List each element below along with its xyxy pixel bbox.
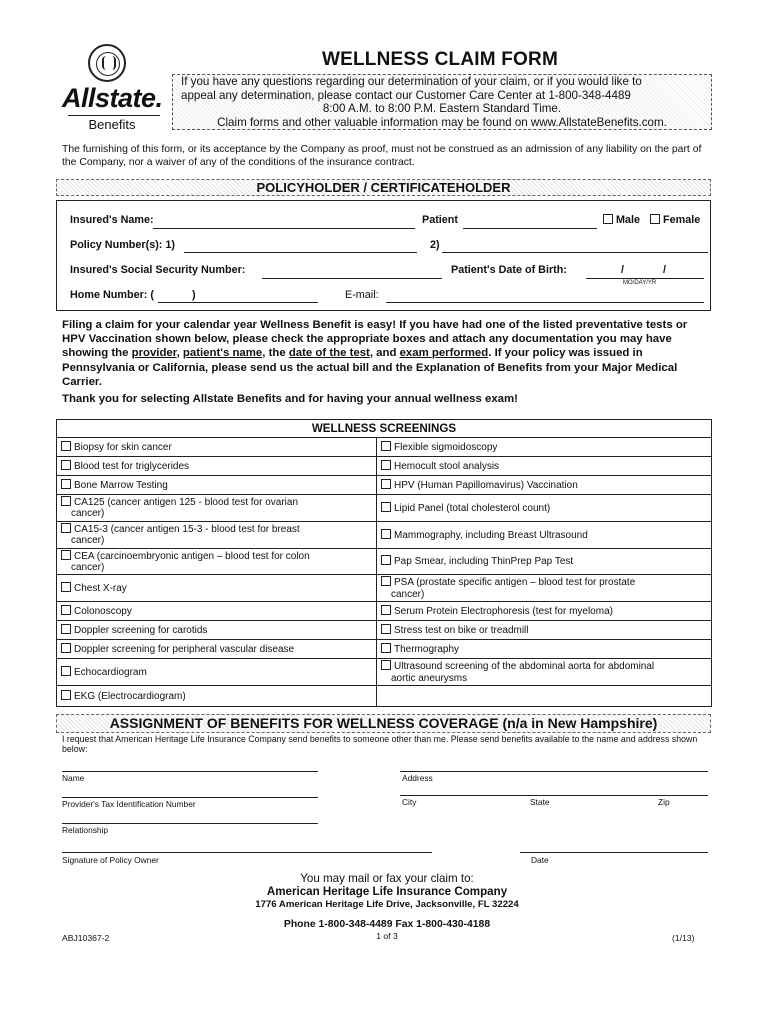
assignee-address-field[interactable] xyxy=(400,771,708,772)
screening-option[interactable] xyxy=(377,575,712,602)
screening-label: Doppler screening for peripheral vascular disease xyxy=(74,644,295,656)
assignment-text: I request that American Heritage Life Insurance Company send benefits to someone other than me. Please send benefits available to the name and address shown below: xyxy=(62,734,698,755)
instructions-date: date of the test xyxy=(288,347,370,360)
patient-name-field[interactable] xyxy=(463,228,597,229)
screening-label: Pap Smear, including ThinPrep Pap Test xyxy=(394,556,574,568)
zip-label: Zip xyxy=(658,797,670,807)
form-code: ABJ10367-2 xyxy=(62,933,110,943)
disclaimer-text: The furnishing of this form, or its acceptance by the Company as proof, must not be construed as an admission of any liability on the part of the Company, nor a waiver of any of the conditions of the insurance contract. xyxy=(62,144,702,168)
relationship-field[interactable] xyxy=(62,823,318,824)
instructions-provider: provider xyxy=(131,347,177,360)
screening-label: HPV (Human Papillomavirus) Vaccination xyxy=(394,479,578,491)
instructions-separator: , the xyxy=(262,347,289,360)
male-option[interactable] xyxy=(603,214,640,226)
table-row xyxy=(57,521,712,548)
screening-label-cont: aortic aneurysms xyxy=(391,672,468,684)
state-label: State xyxy=(530,797,550,807)
screening-label-cont: cancer) xyxy=(391,588,425,600)
screening-label: EKG (Electrocardiogram) xyxy=(74,690,186,702)
screening-option[interactable] xyxy=(57,495,377,522)
checkbox[interactable] xyxy=(61,643,71,653)
page-title: WELLNESS CLAIM FORM xyxy=(321,49,558,70)
checkbox[interactable] xyxy=(381,624,391,634)
female-checkbox[interactable] xyxy=(650,214,660,224)
insured-name-label: Insured's Name: xyxy=(70,214,154,226)
checkbox[interactable] xyxy=(381,479,391,489)
signature-label: Signature of Policy Owner xyxy=(62,855,159,865)
table-row xyxy=(57,575,712,602)
instructions-text-tail: . If your policy was issued in Pennsylvania or California, please send us the actual bill and the Explanation of Benefits from your Major Medical Carrier. xyxy=(62,347,678,388)
male-label: Male xyxy=(616,214,641,226)
screening-label: Chest X-ray xyxy=(74,583,127,595)
screening-label-cont: cancer) xyxy=(71,562,105,574)
checkbox[interactable] xyxy=(61,441,71,451)
checkbox[interactable] xyxy=(381,441,391,451)
screening-option[interactable] xyxy=(57,602,377,621)
brand-divider xyxy=(68,115,160,116)
table-row xyxy=(57,548,712,575)
date-field[interactable] xyxy=(520,852,708,853)
screening-option[interactable] xyxy=(57,476,377,495)
instructions-exam: exam performed xyxy=(399,347,489,360)
screening-option[interactable] xyxy=(57,575,377,602)
page-number: 1 of 3 xyxy=(376,931,398,941)
assignment-heading: ASSIGNMENT OF BENEFITS FOR WELLNESS COVERAGE (n/a in New Hampshire) xyxy=(56,714,711,733)
home-number-field[interactable] xyxy=(158,302,318,303)
dob-label: Patient's Date of Birth: xyxy=(451,264,567,276)
wellness-screenings-heading: WELLNESS SCREENINGS xyxy=(57,420,712,438)
screening-option[interactable] xyxy=(377,548,712,575)
policy-number-2-label: 2) xyxy=(430,239,440,251)
checkbox[interactable] xyxy=(61,582,71,592)
brand-subtitle: Benefits xyxy=(88,117,136,132)
table-row xyxy=(57,457,712,476)
checkbox[interactable] xyxy=(61,624,71,634)
screening-option[interactable] xyxy=(377,659,712,686)
notice-line: Claim forms and other valuable information may be found on www.AllstateBenefits.com. xyxy=(217,116,667,130)
phone-fax: Phone 1-800-348-4489 Fax 1-800-430-4188 xyxy=(283,919,491,930)
ssn-field[interactable] xyxy=(262,278,442,279)
dob-separator: / xyxy=(621,264,624,276)
insured-name-field[interactable] xyxy=(153,228,415,229)
screening-option[interactable] xyxy=(57,521,377,548)
screening-label-cont: cancer) xyxy=(71,508,105,520)
table-row xyxy=(57,659,712,686)
table-row xyxy=(57,602,712,621)
screening-option[interactable] xyxy=(377,621,712,640)
thank-you-text: Thank you for selecting Allstate Benefits and for having your annual wellness exam! xyxy=(62,393,518,405)
instructions-separator: , xyxy=(176,347,183,360)
screening-label: CEA (carcinoembryonic antigen – blood test for colon xyxy=(74,550,310,562)
notice-line: appeal any determination, please contact our Customer Care Center at 1-800-348-4489 xyxy=(181,88,631,102)
screening-option[interactable] xyxy=(57,548,377,575)
screening-option[interactable] xyxy=(57,686,377,707)
company-address: 1776 American Heritage Life Drive, Jacksonville, FL 32224 xyxy=(255,899,519,910)
checkbox[interactable] xyxy=(381,576,391,586)
checkbox[interactable] xyxy=(61,523,71,533)
company-name: American Heritage Life Insurance Company xyxy=(266,885,508,898)
home-number-label: Home Number: ( xyxy=(70,289,154,301)
screening-option[interactable] xyxy=(377,476,712,495)
allstate-hands-logo-icon xyxy=(88,44,126,82)
checkbox[interactable] xyxy=(61,496,71,506)
email-field[interactable] xyxy=(386,302,704,303)
table-row xyxy=(57,438,712,457)
female-option[interactable] xyxy=(650,214,700,226)
assignee-name-label: Name xyxy=(62,773,85,783)
screening-label: Stress test on bike or treadmill xyxy=(394,625,529,637)
screening-label: Lipid Panel (total cholesterol count) xyxy=(394,502,551,514)
screening-option[interactable] xyxy=(377,457,712,476)
contact-notice-box xyxy=(172,74,712,130)
female-label: Female xyxy=(663,214,701,226)
notice-line: 8:00 A.M. to 8:00 P.M. Eastern Standard Time. xyxy=(322,102,562,116)
signature-field[interactable] xyxy=(62,852,432,853)
revision-date: (1/13) xyxy=(672,933,695,943)
screening-option[interactable] xyxy=(377,602,712,621)
assignee-name-field[interactable] xyxy=(62,771,318,772)
screening-label: Flexible sigmoidoscopy xyxy=(394,441,498,453)
checkbox[interactable] xyxy=(381,460,391,470)
checkbox[interactable] xyxy=(61,605,71,615)
tax-id-field[interactable] xyxy=(62,797,318,798)
policy-number-label: Policy Number(s): 1) xyxy=(70,239,175,251)
checkbox[interactable] xyxy=(61,666,71,676)
checkbox[interactable] xyxy=(381,529,391,539)
screening-option[interactable] xyxy=(377,495,712,522)
screening-label: Colonoscopy xyxy=(74,606,132,618)
screening-label: Hemocult stool analysis xyxy=(394,460,500,472)
checkbox[interactable] xyxy=(381,660,391,670)
screening-option[interactable] xyxy=(57,659,377,686)
relationship-label: Relationship xyxy=(62,825,109,835)
patient-label: Patient xyxy=(422,214,458,226)
screening-option[interactable] xyxy=(57,457,377,476)
dob-field[interactable] xyxy=(586,278,704,279)
instructions-paragraph xyxy=(62,318,712,389)
tax-id-label: Provider's Tax Identification Number xyxy=(62,799,196,809)
checkbox[interactable] xyxy=(381,643,391,653)
empty-cell xyxy=(377,686,712,707)
screening-label: Biopsy for skin cancer xyxy=(74,441,172,453)
screening-label: CA125 (cancer antigen 125 - blood test for ovarian xyxy=(74,497,299,508)
checkbox[interactable] xyxy=(61,690,71,700)
dob-format-hint: MO/DAY/YR xyxy=(623,280,657,286)
screening-option[interactable] xyxy=(377,521,712,548)
instructions-text: Filing a claim for your calendar year Wellness Benefit is easy! If you have had one of the listed preventative tests or HPV Vaccination shown below, please check the appropriate boxes and attach any documentation you may have showing the xyxy=(62,319,688,360)
city-state-zip-field[interactable] xyxy=(400,795,708,796)
home-number-paren: ) xyxy=(192,289,196,301)
screening-label: Echocardiogram xyxy=(74,666,147,678)
screening-option[interactable] xyxy=(377,640,712,659)
wellness-screenings-table xyxy=(56,419,712,707)
checkbox[interactable] xyxy=(61,479,71,489)
screening-option[interactable] xyxy=(377,438,712,457)
brand-name: Allstate. xyxy=(62,83,163,113)
screening-label: Ultrasound screening of the abdominal aorta for abdominal xyxy=(394,661,655,673)
mail-instructions: You may mail or fax your claim to: xyxy=(300,872,474,885)
screening-label: Blood test for triglycerides xyxy=(74,460,190,472)
city-label: City xyxy=(402,797,417,807)
screening-label: Thermography xyxy=(394,644,460,656)
table-row xyxy=(57,640,712,659)
screening-label: PSA (prostate specific antigen – blood test for prostate xyxy=(394,577,636,589)
email-label: E-mail: xyxy=(345,289,379,301)
checkbox[interactable] xyxy=(61,550,71,560)
screening-option[interactable] xyxy=(57,621,377,640)
screening-label: Mammography, including Breast Ultrasound xyxy=(394,529,588,541)
dob-separator: / xyxy=(663,264,666,276)
male-checkbox[interactable] xyxy=(603,214,613,224)
checkbox[interactable] xyxy=(61,460,71,470)
screening-label: Doppler screening for carotids xyxy=(74,625,208,637)
screening-label: Bone Marrow Testing xyxy=(74,479,168,491)
policy-number-1-field[interactable] xyxy=(184,252,417,253)
table-row xyxy=(57,621,712,640)
screening-option[interactable] xyxy=(57,438,377,457)
screening-label-cont: cancer) xyxy=(71,535,105,547)
policy-number-2-field[interactable] xyxy=(442,252,708,253)
screening-label: CA15-3 (cancer antigen 15-3 - blood test for breast xyxy=(74,523,300,535)
policyholder-heading: POLICYHOLDER / CERTIFICATEHOLDER xyxy=(56,179,711,196)
checkbox[interactable] xyxy=(381,502,391,512)
table-row xyxy=(57,686,712,707)
ssn-label: Insured's Social Security Number: xyxy=(70,264,246,276)
notice-line: If you have any questions regarding our determination of your claim, or if you would like to xyxy=(181,75,642,88)
screening-option[interactable] xyxy=(57,640,377,659)
checkbox[interactable] xyxy=(381,605,391,615)
screening-label: Serum Protein Electrophoresis (test for myeloma) xyxy=(394,606,613,618)
table-row xyxy=(57,495,712,522)
table-row xyxy=(57,476,712,495)
instructions-separator: , and xyxy=(369,347,400,360)
date-label: Date xyxy=(531,855,549,865)
address-label: Address xyxy=(402,773,433,783)
checkbox[interactable] xyxy=(381,555,391,565)
instructions-patient-name: patient's name xyxy=(182,347,263,360)
